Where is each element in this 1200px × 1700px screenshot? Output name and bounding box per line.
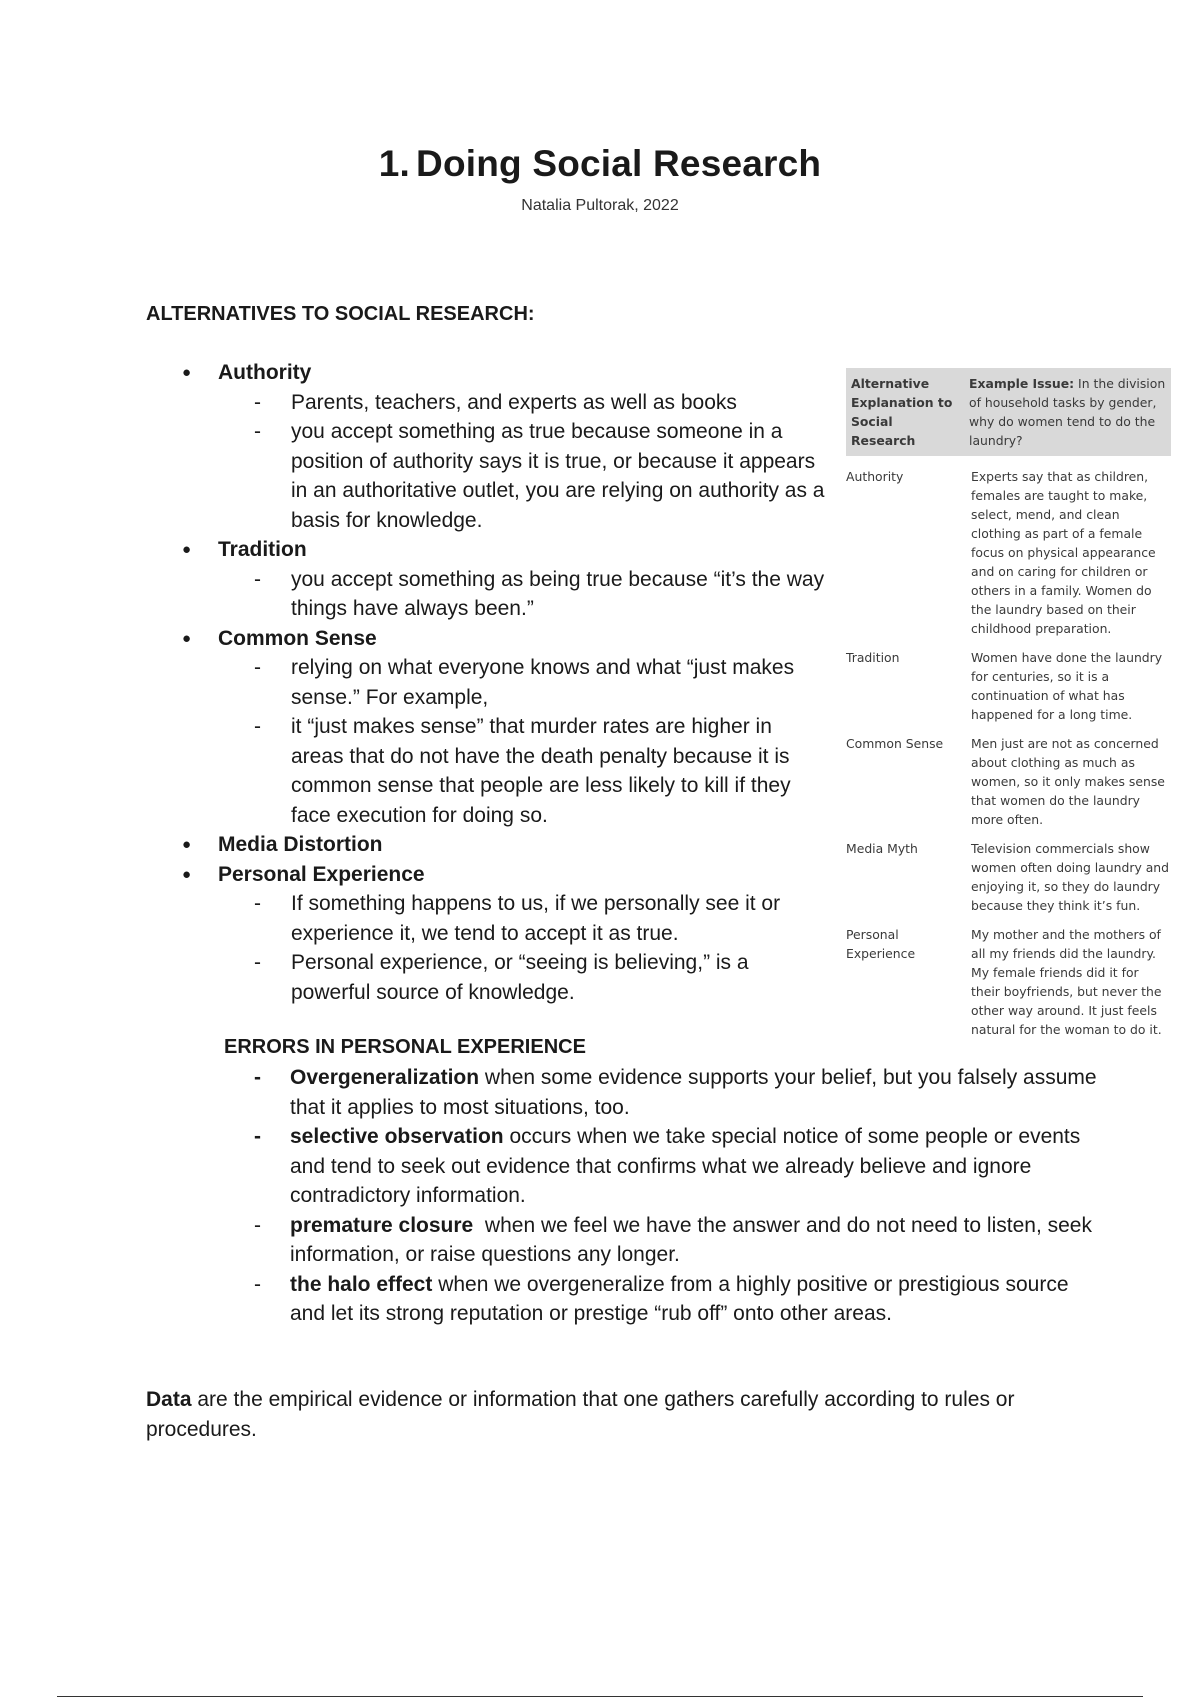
alternatives-list [146,358,826,1007]
table-cell-text: Men just are not as concerned about clothing as much as women, so it only makes sense that women do the laundry more often. [971,736,1165,827]
alternative-points [218,565,826,624]
error-term: premature closure [290,1213,474,1237]
table-row [846,833,1171,919]
error-text: occurs when we take special notice of some people or events and tend to seek out evidence that confirms what we already believe and ignore contradictory information. [290,1125,1081,1207]
error-term: the halo effect [290,1272,433,1296]
table-cell-label: Authority [846,469,904,484]
table-cell-label: Common Sense [846,736,944,751]
list-item: - you accept something as true because someone in a position of authority says it is true, or because it appears in an authoritative outlet, you are relying on authority as a basis for knowledge. [218,417,826,535]
alternative-personal-experience [146,860,826,1008]
list-item: - it “just makes sense” that murder rates are higher in areas that do not have the death penalty because it is common sense that people are less likely to kill if they face execution for doing so. [218,712,826,830]
error-text: when we feel we have the answer and do not need to listen, seek information, or raise questions any longer. [290,1213,1098,1266]
list-item: - you accept something as being true because “it’s the way things have always been.” [218,565,826,624]
alternative-authority [146,358,826,535]
table-header-alternative: Alternative Explanation to Social Research [851,376,953,448]
list-item: - relying on what everyone knows and what “just makes sense.” For example, [218,653,826,712]
author-line: Natalia Pultorak, 2022 [521,197,679,214]
table-cell-text: Television commercials show women often doing laundry and enjoying it, so they do laundry because they think it’s fun. [971,841,1170,913]
page-title [0,143,1200,185]
table-cell-label: Personal Experience [846,927,916,961]
alternative-media-distortion [146,830,826,860]
table-row [846,919,1171,1043]
alternative-name: Media Distortion [218,833,383,856]
table-row [846,728,1171,833]
table-row [846,642,1171,728]
table-header-row [846,368,1171,456]
error-selective-observation [224,1122,1104,1211]
data-term: Data [146,1388,192,1411]
error-halo-effect [224,1270,1104,1329]
alternative-name: Tradition [218,538,307,561]
table-cell-text: Women have done the laundry for centuries, so it is a continuation of what has happened for a long time. [971,650,1163,722]
list-item: - If something happens to us, if we personally see it or experience it, we tend to accept it as true. [218,889,826,948]
data-definition-text: are the empirical evidence or information that one gathers carefully according to rules or procedures. [146,1388,1015,1441]
alternative-common-sense [146,624,826,831]
table-header-example-text: In the division of household tasks by gender, why do women tend to do the laundry? [969,376,1166,448]
footer-divider [57,1696,1143,1697]
data-definition [146,1385,1106,1445]
title-number: 1. [378,143,411,184]
table-cell-label: Media Myth [846,841,918,856]
error-overgeneralization [224,1063,1104,1122]
alternative-name: Authority [218,361,312,384]
table-row [846,456,1171,642]
error-text: when some evidence supports your belief, but you falsely assume that it applies to most situations, too. [290,1066,1097,1119]
table-header-example-label: Example Issue: [969,376,1075,391]
table-header-example [964,368,1171,456]
alternative-name: Personal Experience [218,862,425,886]
table-cell-label: Tradition [846,650,900,665]
alternative-points [218,388,826,536]
error-term: Overgeneralization [290,1066,480,1089]
alternative-name: Common Sense [218,626,377,650]
error-premature-closure [224,1211,1104,1270]
error-term: selective observation [290,1125,504,1148]
error-text: when we overgeneralize from a highly positive or prestigious source and let its strong reputation or prestige “rub off” onto other areas. [290,1272,1069,1325]
alternatives-example-table [846,368,1171,1043]
errors-heading: ERRORS IN PERSONAL EXPERIENCE [224,1036,586,1058]
table-cell-text: My mother and the mothers of all my friends did the laundry. My female friends did it for their boyfriends, but never the other way around. It just feels natural for the woman to do it. [971,927,1162,1037]
errors-list [224,1063,1104,1329]
table-cell-text: Experts say that as children, females are taught to make, select, mend, and clean clothing as part of a female focus on physical appearance and on caring for children or others in a family. Women do the laundry based on their childhood preparation. [971,469,1156,636]
alternative-points [218,653,826,830]
list-item: - Personal experience, or “seeing is believing,” is a powerful source of knowledge. [218,948,826,1007]
alternative-points [218,889,826,1007]
title-text: Doing Social Research [416,143,822,184]
alternative-tradition [146,535,826,624]
alternatives-heading: ALTERNATIVES TO SOCIAL RESEARCH: [146,303,535,325]
list-item: - Parents, teachers, and experts as well as books [218,388,826,418]
